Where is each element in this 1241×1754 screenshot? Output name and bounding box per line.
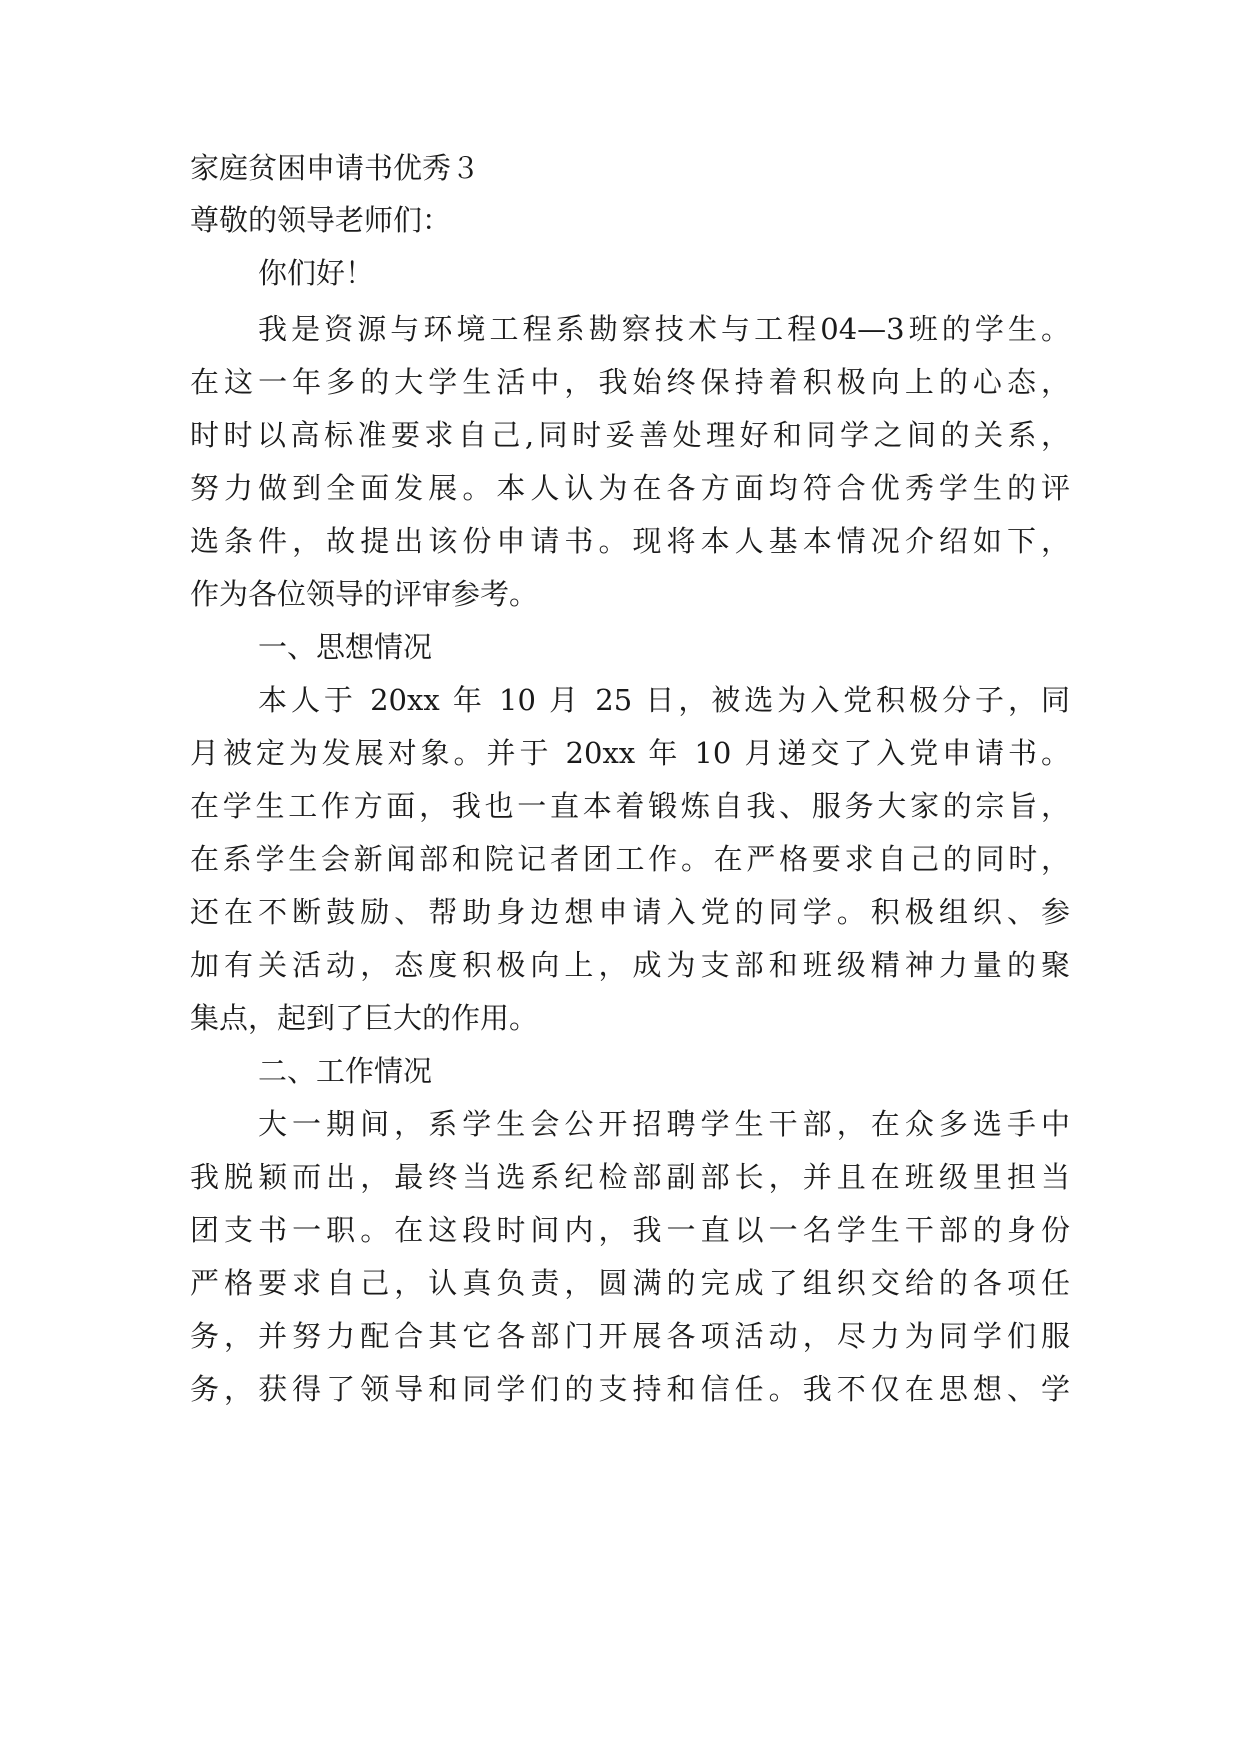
salutation: 尊敬的领导老师们： <box>190 203 452 237</box>
paragraph-line: 大一期间，系学生会公开招聘学生干部，在众多选手中 <box>258 1107 1070 1141</box>
paragraph-line: 加有关活动，态度积极向上，成为支部和班级精神力量的聚 <box>190 948 1070 982</box>
paragraph-line: 还在不断鼓励、帮助身边想申请入党的同学。积极组织、参 <box>190 895 1070 929</box>
paragraph-line: 务，获得了领导和同学们的支持和信任。我不仅在思想、学 <box>190 1372 1070 1406</box>
paragraph-line: 在学生工作方面，我也一直本着锻炼自我、服务大家的宗旨， <box>190 789 1070 823</box>
paragraph-line: 团支书一职。在这段时间内，我一直以一名学生干部的身份 <box>190 1213 1070 1247</box>
section-heading-thoughts: 一、思想情况 <box>258 630 433 664</box>
paragraph-line: 作为各位领导的评审参考。 <box>190 577 539 611</box>
paragraph-line: 严格要求自己，认真负责，圆满的完成了组织交给的各项任 <box>190 1266 1070 1300</box>
paragraph-line: 努力做到全面发展。本人认为在各方面均符合优秀学生的评 <box>190 471 1070 505</box>
paragraph-line: 月被定为发展对象。并于 20xx 年 10 月递交了入党申请书。 <box>190 736 1070 770</box>
section-heading-work: 二、工作情况 <box>258 1054 433 1088</box>
paragraph-line: 在这一年多的大学生活中，我始终保持着积极向上的心态， <box>190 365 1070 399</box>
paragraph-line: 时时以高标准要求自己,同时妥善处理好和同学之间的关系， <box>190 418 1070 452</box>
paragraph-line: 务，并努力配合其它各部门开展各项活动，尽力为同学们服 <box>190 1319 1070 1353</box>
paragraph-line: 集点，起到了巨大的作用。 <box>190 1001 539 1035</box>
greeting: 你们好！ <box>258 256 375 290</box>
paragraph-line: 选条件，故提出该份申请书。现将本人基本情况介绍如下， <box>190 524 1070 558</box>
paragraph-line: 我是资源与环境工程系勘察技术与工程04—3班的学生。 <box>258 312 1070 346</box>
paragraph-line: 我脱颖而出，最终当选系纪检部副部长，并且在班级里担当 <box>190 1160 1070 1194</box>
document-title: 家庭贫困申请书优秀３ <box>190 151 481 185</box>
paragraph-line: 本人于 20xx 年 10 月 25 日，被选为入党积极分子，同 <box>258 683 1070 717</box>
paragraph-line: 在系学生会新闻部和院记者团工作。在严格要求自己的同时， <box>190 842 1070 876</box>
